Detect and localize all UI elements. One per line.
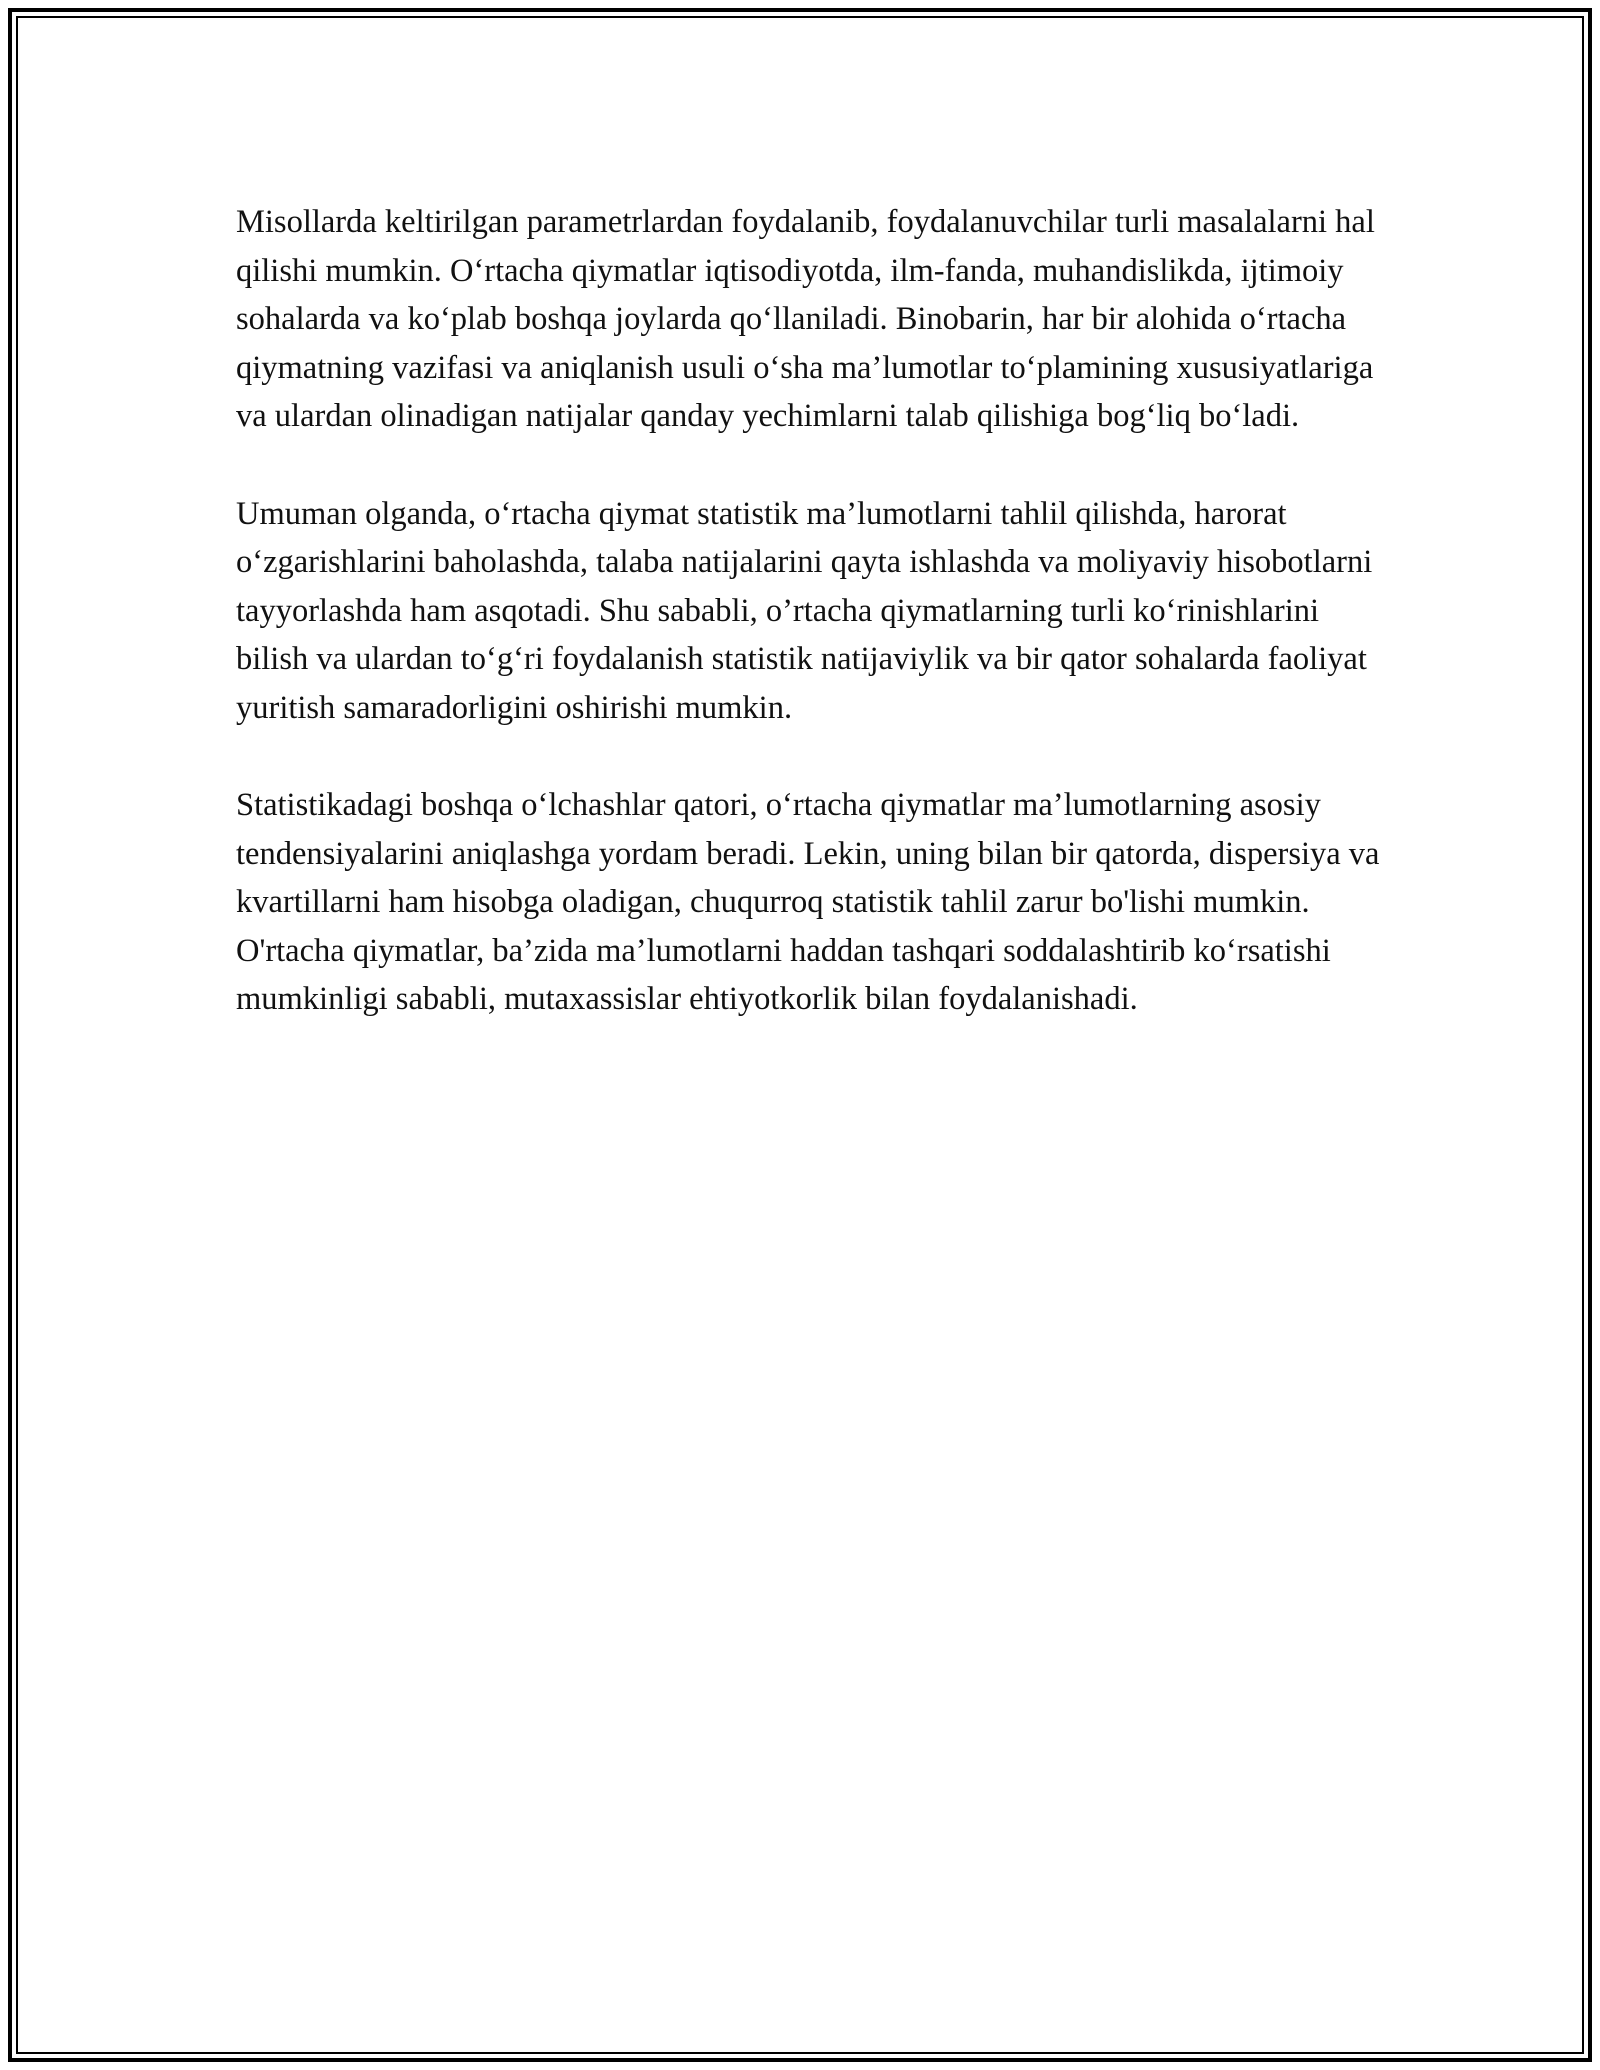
paragraph-2: Umuman olganda, o‘rtacha qiymat statistik ma’lumotlarni tahlil qilishda, harorat o‘zgarishlarini baholashda, talaba natijalarini qayta ishlashda va moliyaviy hisobotlarni tayyorlashda ham asqotadi. Shu sababli, o’rtacha qiymatlarning turli ko‘rinishlarini bilish va ulardan to‘g‘ri foydalanish statistik natijaviylik va bir qator sohalarda faoliyat yuritish samaradorligini oshirishi mumkin. bbox=[236, 495, 1373, 726]
document-body bbox=[236, 198, 1396, 1024]
paragraph-3: Statistikadagi boshqa o‘lchashlar qatori, o‘rtacha qiymatlar ma’lumotlarning asosiy tendensiyalarini aniqlashga yordam beradi. Lekin, uning bilan bir qatorda, dispersiya va kvartillarni ham hisobga oladigan, chuqurroq statistik tahlil zarur bo'lishi mumkin. O'rtacha qiymatlar, ba’zida ma’lumotlarni haddan tashqari soddalashtirib ko‘rsatishi mumkinligi sababli, mutaxassislar ehtiyotkorlik bilan foydalanishadi. bbox=[236, 787, 1380, 1017]
page-border bbox=[8, 8, 1592, 2062]
paragraph-1: Misollarda keltirilgan parametrlardan foydalanib, foydalanuvchilar turli masalalarni hal qilishi mumkin. O‘rtacha qiymatlar iqtisodiyotda, ilm-fanda, muhandislikda, ijtimoiy sohalarda va ko‘plab boshqa joylarda qo‘llaniladi. Binobarin, har bir alohida o‘rtacha qiymatning vazifasi va aniqlanish usuli o‘sha ma’lumotlar to‘plamining xususiyatlariga va ulardan olinadigan natijalar qanday yechimlarni talab qilishiga bog‘liq bo‘ladi. bbox=[236, 204, 1375, 434]
